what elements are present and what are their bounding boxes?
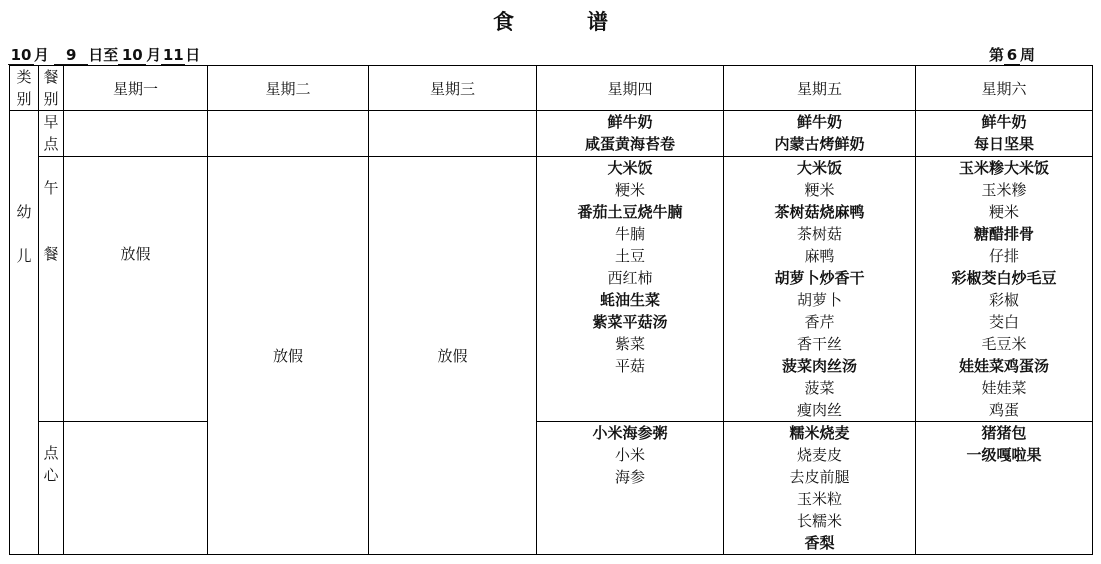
category-cell (10, 111, 39, 555)
meal-breakfast (39, 111, 64, 157)
meal-char: 点 (43, 135, 59, 153)
sat-breakfast (916, 111, 1093, 157)
meal-char: 心 (43, 466, 59, 484)
end-month: 10 (118, 47, 146, 65)
ingredient-name: 瘦肉丝 (796, 401, 842, 419)
category-char: 儿 (16, 247, 32, 265)
day-to-label: 日至 (88, 46, 119, 64)
mon-snack (64, 422, 208, 555)
ingredient-name: 香芹 (804, 313, 835, 331)
thu-lunch (537, 157, 724, 422)
lunch-row (10, 157, 1093, 422)
week-value: 6 (1004, 47, 1020, 65)
sat-lunch (916, 157, 1093, 422)
dish-name: 咸蛋黄海苔卷 (584, 135, 675, 153)
start-month: 10 (8, 47, 34, 65)
day-label: 日 (185, 46, 201, 64)
dish-name: 大米饭 (796, 159, 842, 177)
wed-holiday: 放假 (369, 157, 537, 555)
ingredient-name: 西红柿 (607, 269, 653, 287)
end-day: 11 (162, 46, 184, 64)
ingredient-name: 土豆 (614, 247, 645, 265)
dish-name: 蚝油生菜 (599, 291, 660, 309)
dish-name: 大米饭 (607, 159, 653, 177)
month-label: 月 (34, 46, 50, 64)
page-title: 食 谱 (493, 10, 634, 34)
header-meal-char: 别 (43, 90, 59, 108)
ingredient-name: 烧麦皮 (796, 446, 842, 464)
ingredient-name: 毛豆米 (981, 335, 1027, 353)
thu-breakfast (537, 111, 724, 157)
month-label-2: 月 (146, 46, 162, 64)
ingredient-name: 去皮前腿 (789, 468, 850, 486)
header-category-char: 类 (16, 68, 32, 86)
header-category (10, 66, 39, 111)
fri-snack (724, 422, 916, 555)
meal-lunch (39, 157, 64, 422)
meal-char: 早 (43, 113, 59, 131)
ingredient-name: 粳米 (988, 203, 1019, 221)
header-category-char: 别 (16, 90, 32, 108)
dish-name: 鲜牛奶 (796, 113, 842, 131)
week-suffix: 周 (1019, 46, 1035, 64)
week-number (989, 44, 1035, 65)
header-saturday: 星期六 (916, 66, 1093, 111)
ingredient-name: 小米 (614, 446, 645, 464)
header-meal (39, 66, 64, 111)
dish-name: 糖醋排骨 (973, 225, 1034, 243)
dish-name: 胡萝卜炒香干 (774, 269, 865, 287)
wed-breakfast (369, 111, 537, 157)
meal-snack (39, 422, 64, 555)
breakfast-row (10, 111, 1093, 157)
dish-name: 鲜牛奶 (607, 113, 653, 131)
start-day: 9 (54, 47, 88, 65)
menu-table (9, 65, 1093, 555)
dish-name: 香梨 (804, 534, 835, 552)
tue-breakfast (208, 111, 369, 157)
meal-char: 餐 (43, 245, 59, 263)
category-char: 幼 (16, 203, 32, 221)
dish-name: 彩椒茭白炒毛豆 (951, 269, 1057, 287)
dish-name: 鲜牛奶 (981, 113, 1027, 131)
mon-lunch: 放假 (64, 157, 208, 422)
ingredient-name: 粳米 (804, 181, 835, 199)
dish-name: 小米海参粥 (592, 424, 668, 442)
meal-char: 午 (43, 179, 59, 197)
dish-name: 糯米烧麦 (789, 424, 850, 442)
dish-name: 菠菜肉丝汤 (781, 357, 857, 375)
week-prefix: 第 (988, 46, 1004, 64)
header-wednesday: 星期三 (369, 66, 537, 111)
ingredient-name: 粳米 (614, 181, 645, 199)
ingredient-name: 香干丝 (796, 335, 842, 353)
ingredient-name: 平菇 (614, 357, 645, 375)
header-meal-char: 餐 (43, 68, 59, 86)
dish-name: 玉米糁大米饭 (958, 159, 1049, 177)
header-thursday: 星期四 (537, 66, 724, 111)
header-tuesday: 星期二 (208, 66, 369, 111)
ingredient-name: 鸡蛋 (988, 401, 1019, 419)
ingredient-name: 玉米粒 (796, 490, 842, 508)
dish-name: 娃娃菜鸡蛋汤 (958, 357, 1049, 375)
ingredient-name: 麻鸭 (804, 247, 835, 265)
ingredient-name: 牛腩 (614, 225, 645, 243)
dish-name: 猪猪包 (981, 424, 1027, 442)
meal-char: 点 (43, 444, 59, 462)
ingredient-name: 胡萝卜 (796, 291, 842, 309)
dish-name: 番茄土豆烧牛腩 (577, 203, 683, 221)
dish-name: 每日坚果 (973, 135, 1034, 153)
fri-breakfast (724, 111, 916, 157)
tue-holiday: 放假 (208, 157, 369, 555)
dish-name: 一级嘎啦果 (966, 446, 1042, 464)
date-range (8, 44, 200, 65)
dish-name: 紫菜平菇汤 (592, 313, 668, 331)
ingredient-name: 玉米糁 (981, 181, 1027, 199)
ingredient-name: 菠菜 (804, 379, 835, 397)
mon-breakfast (64, 111, 208, 157)
thu-snack (537, 422, 724, 555)
sat-snack (916, 422, 1093, 555)
ingredient-name: 茶树菇 (796, 225, 842, 243)
header-friday: 星期五 (724, 66, 916, 111)
ingredient-name: 仔排 (988, 247, 1019, 265)
dish-name: 茶树菇烧麻鸭 (774, 203, 865, 221)
header-monday: 星期一 (64, 66, 208, 111)
ingredient-name: 海参 (614, 468, 645, 486)
ingredient-name: 茭白 (988, 313, 1019, 331)
ingredient-name: 彩椒 (988, 291, 1019, 309)
ingredient-name: 娃娃菜 (981, 379, 1027, 397)
dish-name: 内蒙古烤鲜奶 (774, 135, 865, 153)
ingredient-name: 紫菜 (614, 335, 645, 353)
header-row (10, 66, 1093, 111)
snack-row (10, 422, 1093, 555)
fri-lunch (724, 157, 916, 422)
ingredient-name: 长糯米 (796, 512, 842, 530)
